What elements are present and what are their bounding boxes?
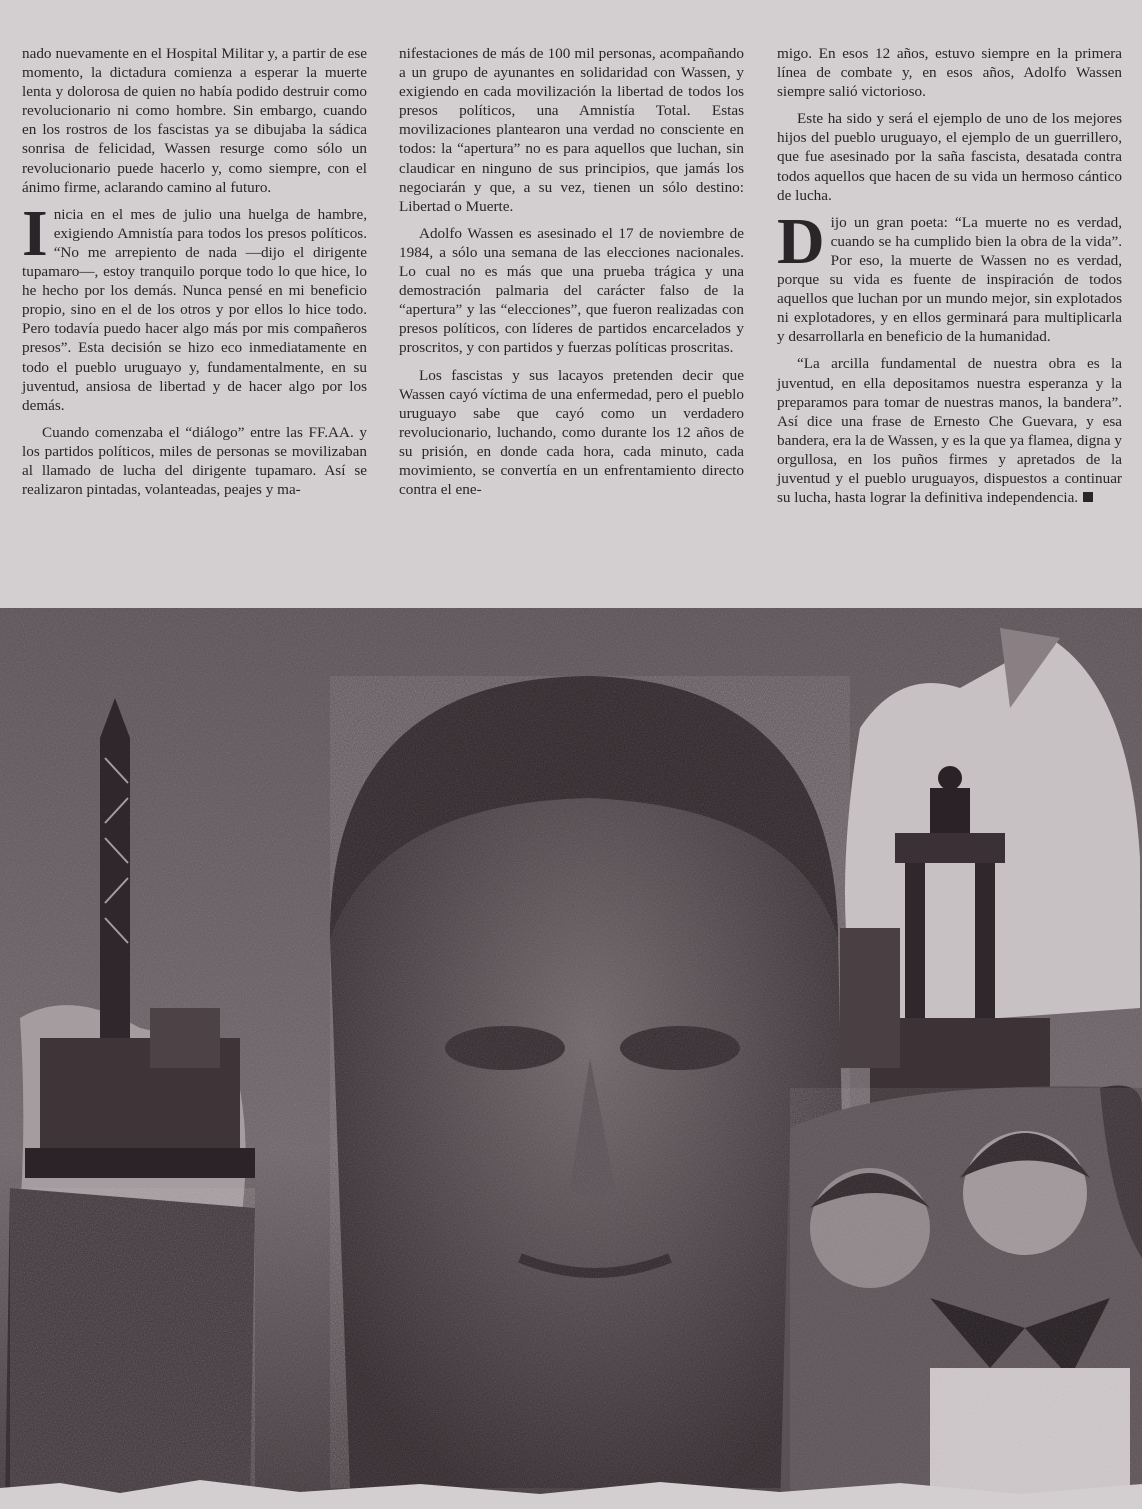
- paragraph-final: [777, 354, 1122, 507]
- paragraph: nifestaciones de más de 100 mil personas, acompañando a un grupo de ayunantes en solidaridad con Wassen, y exigiendo en cada movilización la libertad de todos los presos políticos, una Amnistía Total. Estas movilizaciones plantearon una verdad no consciente en todos: la “apertura” no es para aquellos que luchan, sin claudicar en ninguno de sus principios, que jamás los negociarán y que, a su vez, tienen un sólo destino: Libertad o Muerte.: [399, 45, 744, 215]
- paragraph: Cuando comenzaba el “diálogo” entre las FF.AA. y los partidos políticos, miles de personas se movilizaban al llamado de lucha del dirigente tupamaro. Así se realizaron pintadas, volanteadas, peajes y ma-: [22, 423, 367, 499]
- text-column-1: [22, 44, 367, 507]
- collage-illustration: [0, 608, 1142, 1509]
- portrait-photo: [330, 676, 850, 1488]
- paragraph: Adolfo Wassen es asesinado el 17 de noviembre de 1984, a sólo una semana de las elecciones nacionales. Lo cual no es más que una prueba trágica y una demostración palmaria del carácter falso de la “apertura” y las “elecciones”, que fueron realizadas con presos políticos, con líderes de partidos encarcelados y proscritos, y con partidos y fuerzas políticas proscritas.: [399, 224, 744, 357]
- paragraph-text: nicia en el mes de julio una huelga de hambre, exigiendo Amnistía para todos los presos políticos. “No me arrepiento de nada —dijo el dirigente tupamaro—, estoy tranquilo porque todo lo que hice, lo he hecho por los demás. Nunca pensé en mi beneficio propio, sino en el de los otros y por ellos lo hice todo. Pero todavía puedo hacer algo más por mis compañeros presos”. Esta decisión se hizo eco inmediatamente en todo el pueblo uruguayo y, fundamentalmente, en su juventud, ansiosa de libertad y de hacer algo por los demás.: [22, 205, 367, 414]
- photo-collage: [0, 608, 1142, 1509]
- text-column-3: [777, 44, 1122, 515]
- children-photo: [780, 1086, 1142, 1509]
- paragraph: Este ha sido y será el ejemplo de uno de los mejores hijos del pueblo uruguayo, el ejemplo de un guerrillero, que fue asesinado por la saña fascista, desatada contra todos aquellos que hacen de su vida un hermoso cántico de lucha.: [777, 110, 1122, 204]
- paragraph: Los fascistas y sus lacayos pretenden decir que Wassen cayó víctima de una enfermedad, pero el pueblo uruguayo sabe que cayó como un verdadero revolucionario, luchando, como durante los 12 años de su prisión, en donde cada hora, cada minuto, cada movimiento, se convertía en un enfrentamiento directo contra el ene-: [399, 366, 744, 499]
- paragraph: migo. En esos 12 años, estuvo siempre en la primera línea de combate y, en esos años, Adolfo Wassen siempre salió victorioso.: [777, 45, 1122, 101]
- paragraph-dropcap: [777, 204, 1122, 347]
- drop-cap: I: [22, 196, 48, 270]
- paragraph-text: “La arcilla fundamental de nuestra obra es la juventud, en ella depositamos nuestra esperanza y la preparamos para tomar de nuestras manos, la bandera”. Así dice una frase de Ernesto Che Guevara, y esa bandera, era la de Wassen, y es la que ya flamea, digna y orgullosa, en los puños firmes y apretados de la juventud y el pueblo uruguayos, dispuestos a continuar su lucha, hasta lograr la definitiva independencia.: [777, 355, 1122, 507]
- drop-cap: D: [777, 204, 825, 278]
- paragraph: nado nuevamente en el Hospital Militar y, a partir de ese momento, la dictadura comienza a esperar la muerte lenta y dolorosa de quien no había podido destruir como revolucionario ni como hombre. Sin embargo, cuando en los rostros de los fascistas ya se dibujaba la sádica sonrisa de felicidad, Wassen resurge como sólo un revolucionario puede hacerlo y, como siempre, con el ánimo firme, aclarando camino al futuro.: [22, 45, 367, 196]
- paragraph-dropcap: [22, 196, 367, 415]
- end-mark-icon: [1083, 492, 1093, 502]
- paragraph-text: ijo un gran poeta: “La muerte no es verdad, cuando se ha cumplido bien la obra de la vida”. Por eso, la muerte de Wassen no es verdad, porque su vida es fuente de inspiración de todos aquellos que luchan por un mundo mejor, sin explotados ni explotadores, y en ellos germinará para multiplicarla y desarrollarla en beneficio de la humanidad.: [777, 213, 1122, 346]
- article-text: [22, 44, 1132, 604]
- text-column-2: [399, 44, 744, 507]
